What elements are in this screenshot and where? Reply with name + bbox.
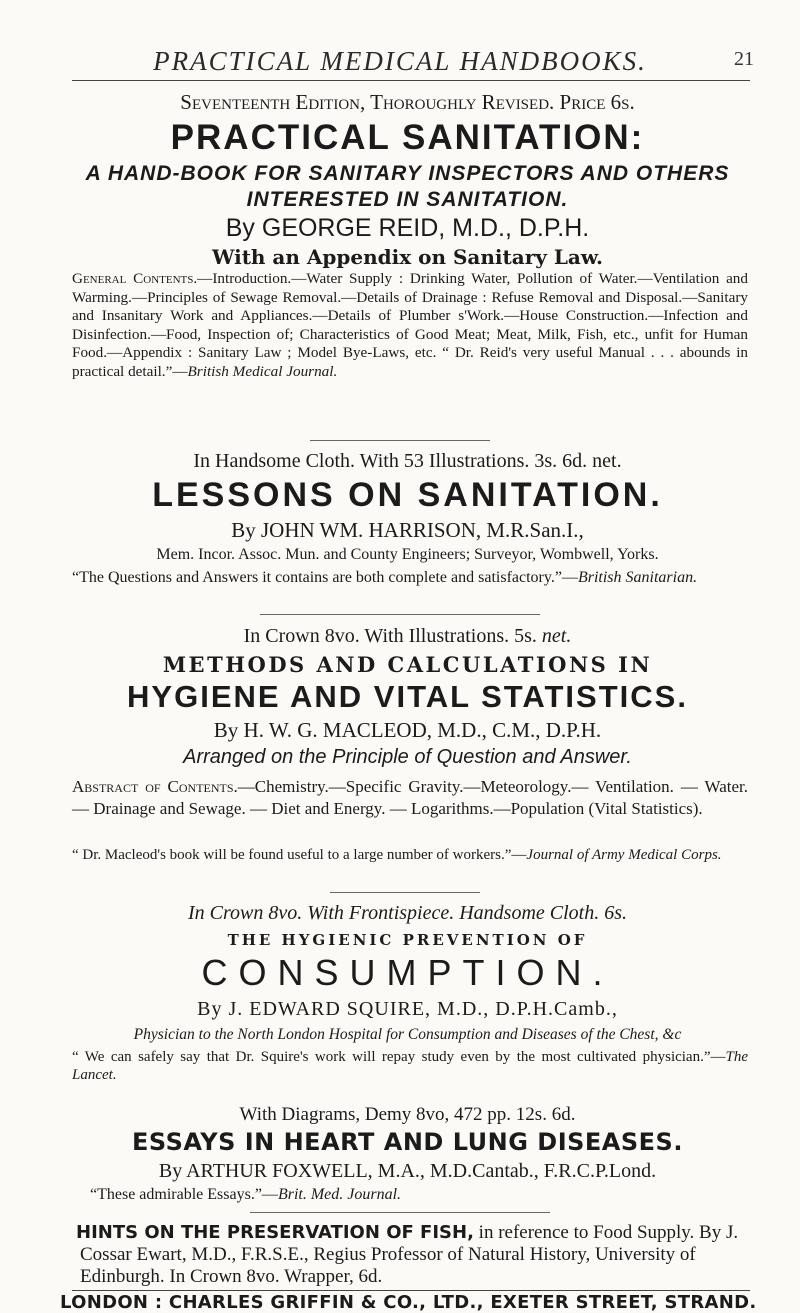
hygiene-edition-net: net. (541, 625, 572, 647)
section-divider (310, 440, 490, 441)
contents-text: —Chemistry.—Specific Gravity.—Meteorology.— Ventilation. — Water. — Drainage and Sewage. — Diet and Energy. — Logarithms.—Population (Vital Statistics). (72, 777, 748, 818)
hygiene-title-1: METHODS AND CALCULATIONS IN (162, 652, 653, 677)
review-quote: “ We can safely say that Dr. Squire's work will repay study even by the most cultivated physician.”— (72, 1049, 726, 1065)
sanitation-author: By GEORGE REID, M.D., D.P.H. (225, 214, 590, 242)
review-quote: “ Dr. Macleod's book will be found useful to a large number of workers.”— (72, 847, 527, 863)
consumption-title-1: THE HYGIENIC PREVENTION OF (227, 931, 588, 949)
contents-label: General Contents. (72, 270, 198, 287)
consumption-edition: In Crown 8vo. With Frontispiece. Handsome Cloth. 6s. (187, 902, 628, 924)
review-quote: “The Questions and Answers it contains are both complete and satisfactory.”— (72, 569, 578, 586)
essays-edition: With Diagrams, Demy 8vo, 472 pp. 12s. 6d. (239, 1104, 576, 1125)
essays-title: ESSAYS IN HEART AND LUNG DISEASES. (132, 1128, 683, 1156)
header-rule (72, 80, 750, 81)
footer-rule (72, 1290, 750, 1291)
consumption-review (72, 1048, 748, 1084)
sanitation-title: PRACTICAL SANITATION: (170, 118, 645, 157)
hygiene-arranged: Arranged on the Principle of Question and Answer. (183, 746, 632, 768)
sanitation-contents (72, 270, 748, 382)
review-source: Brit. Med. Journal. (277, 1186, 402, 1203)
consumption-affiliation: Physician to the North London Hospital for Consumption and Diseases of the Chest, &c (133, 1026, 682, 1043)
hygiene-author: By H. W. G. MACLEOD, M.D., C.M., D.P.H. (213, 718, 602, 742)
hints-entry (76, 1222, 750, 1288)
review-source: British Medical Journal. (187, 362, 338, 380)
sanitation-appendix: With an Appendix on Sanitary Law. (211, 245, 604, 269)
hygiene-review (72, 846, 748, 865)
hygiene-edition-text: In Crown 8vo. With Illustrations. 5s. (243, 625, 537, 647)
essays-review (90, 1186, 401, 1204)
consumption-author: By J. EDWARD SQUIRE, M.D., D.P.H.Camb., (197, 998, 618, 1020)
hints-title: HINTS ON THE PRESERVATION OF FISH, (76, 1222, 474, 1243)
running-header: PRACTICAL MEDICAL HANDBOOKS. (153, 46, 647, 76)
section-divider (330, 892, 480, 893)
review-source: British Sanitarian. (577, 569, 698, 586)
hygiene-title-2: HYGIENE AND VITAL STATISTICS. (127, 679, 688, 714)
sanitation-subtitle-1: A HAND-BOOK FOR SANITARY INSPECTORS AND OTHERS (85, 162, 730, 185)
consumption-title-2: CONSUMPTION. (201, 952, 614, 993)
essays-author: By ARTHUR FOXWELL, M.A., M.D.Cantab., F.R.C.P.Lond. (158, 1160, 657, 1182)
hygiene-contents (72, 776, 748, 820)
contents-text: —Introduction.—Water Supply : Drinking Water, Pollution of Water.—Ventilation and Warming.—Principles of Sewage Removal.—Details of Drainage : Refuse Removal and Disposal.—Sanitary and Insanitary Work and Appliances.—Details of Plumber s'Work.—House Construction.—Infection and Disinfection.—Food, Inspection of; Characteristics of Good Meat; Meat, Milk, Fish, etc., unfit for Human Food.—Appendix : Sanitary Law ; Model Bye-Laws, etc. (72, 270, 748, 362)
section-divider (260, 614, 540, 615)
sanitation-subtitle-2: INTERESTED IN SANITATION. (246, 188, 569, 211)
section-divider (250, 1212, 550, 1213)
lessons-review (72, 568, 748, 587)
hygiene-edition (60, 625, 755, 648)
lessons-edition: In Handsome Cloth. With 53 Illustrations. 3s. 6d. net. (193, 450, 622, 472)
sanitation-edition: Seventeenth Edition, Thoroughly Revised. Price 6s. (180, 90, 635, 114)
footer-imprint: LONDON : CHARLES GRIFFIN & CO., LTD., EXETER STREET, STRAND. (60, 1292, 757, 1313)
review-source: The Lancet. (72, 1049, 748, 1083)
review-quote: “These admirable Essays.”— (90, 1186, 278, 1203)
hints-text: in reference to Food Supply. By J. Cossar Ewart, M.D., F.R.S.E., Regius Professor of Natural History, University of Edinburgh. In Crown 8vo. Wrapper, 6d. (80, 1222, 739, 1287)
lessons-author: By JOHN WM. HARRISON, M.R.San.I., (231, 518, 584, 542)
review-source: Journal of Army Medical Corps. (526, 847, 722, 863)
lessons-affiliation: Mem. Incor. Assoc. Mun. and County Engineers; Surveyor, Wombwell, Yorks. (156, 546, 659, 563)
lessons-title: LESSONS ON SANITATION. (152, 476, 663, 514)
contents-label: Abstract of Contents. (72, 777, 238, 796)
review-quote: “ Dr. Reid's very useful Manual . . . abounds in practical detail.”— (72, 344, 749, 380)
page-number: 21 (734, 48, 754, 70)
